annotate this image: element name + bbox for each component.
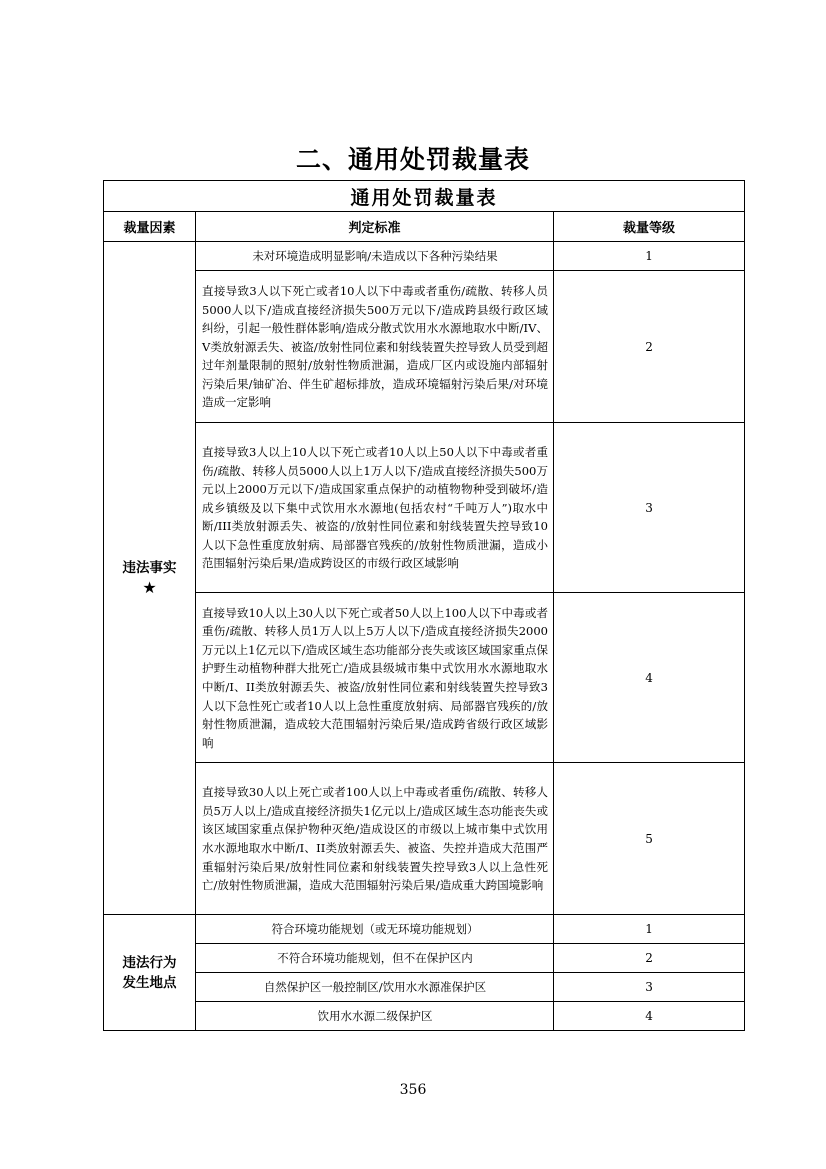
star-icon: ★ (142, 578, 157, 597)
criteria-cell: 直接导致3人以下死亡或者10人以下中毒或者重伤/疏散、转移人员5000人以下/造成直接经济损失500万元以下/造成跨县级行政区域纠纷，引起一般性群体影响/造成分散式饮用水水源地取水中断/IV、V类放射源丢失、被盗/放射性同位素和射线装置失控导致人员受到超过年剂量限制的照射/放射性物质泄漏，造成厂区内或设施内部辐射污染后果/铀矿冶、伴生矿超标排放，造成环境辐射污染后果/对环境造成一定影响 (196, 271, 554, 423)
factor-cell-violation-facts (104, 242, 196, 915)
table-header-row (104, 212, 745, 242)
table-row (104, 944, 745, 973)
level-cell: 1 (554, 915, 745, 944)
table-caption-row (104, 181, 745, 212)
header-criteria: 判定标准 (196, 212, 554, 242)
level-cell: 4 (554, 1002, 745, 1031)
table-row (104, 593, 745, 763)
level-cell: 3 (554, 973, 745, 1002)
table-caption: 通用处罚裁量表 (104, 181, 745, 212)
page-title: 二、通用处罚裁量表 (295, 145, 530, 174)
level-cell: 3 (554, 423, 745, 593)
table-row (104, 1002, 745, 1031)
criteria-cell: 未对环境造成明显影响/未造成以下各种污染结果 (196, 242, 554, 271)
factor-label: 违法事实 (122, 560, 177, 576)
header-level: 裁量等级 (554, 212, 745, 242)
factor-label: 违法行为发生地点 (122, 954, 177, 991)
table-row (104, 763, 745, 915)
table-row (104, 915, 745, 944)
penalty-table (103, 180, 745, 1031)
table-row (104, 242, 745, 271)
table-row (104, 973, 745, 1002)
criteria-cell: 直接导致30人以上死亡或者100人以上中毒或者重伤/疏散、转移人员5万人以上/造成直接经济损失1亿元以上/造成区域生态功能丧失或该区域国家重点保护物种灭绝/造成设区的市级以上城市集中式饮用水水源地取水中断/I、II类放射源丢失、被盗、失控并造成大范围严重辐射污染后果/放射性同位素和射线装置失控导致3人以上急性死亡/放射性物质泄漏，造成大范围辐射污染后果/造成重大跨国境影响 (196, 763, 554, 915)
level-cell: 5 (554, 763, 745, 915)
factor-cell-violation-location (104, 915, 196, 1031)
header-factor: 裁量因素 (104, 212, 196, 242)
level-cell: 4 (554, 593, 745, 763)
level-cell: 2 (554, 271, 745, 423)
criteria-cell: 不符合环境功能规划，但不在保护区内 (196, 944, 554, 973)
criteria-cell: 符合环境功能规划（或无环境功能规划） (196, 915, 554, 944)
criteria-cell: 自然保护区一般控制区/饮用水水源准保护区 (196, 973, 554, 1002)
page-number: 356 (399, 1082, 427, 1098)
table-row (104, 271, 745, 423)
table-row (104, 423, 745, 593)
level-cell: 2 (554, 944, 745, 973)
criteria-cell: 直接导致3人以上10人以下死亡或者10人以上50人以下中毒或者重伤/疏散、转移人员5000人以上1万人以下/造成直接经济损失500万元以上2000万元以下/造成国家重点保护的动植物物种受到破坏/造成乡镇级及以下集中式饮用水水源地(包括农村“千吨万人”)取水中断/III类放射源丢失、被盗的/放射性同位素和射线装置失控导致10人以下急性重度放射病、局部器官残疾的/放射性物质泄漏，造成小范围辐射污染后果/造成跨设区的市级行政区域影响 (196, 423, 554, 593)
criteria-cell: 饮用水水源二级保护区 (196, 1002, 554, 1031)
criteria-cell: 直接导致10人以上30人以下死亡或者50人以上100人以下中毒或者重伤/疏散、转移人员1万人以上5万人以下/造成直接经济损失2000万元以上1亿元以下/造成区域生态功能部分丧失或该区域国家重点保护野生动植物种群大批死亡/造成县级城市集中式饮用水水源地取水中断/I、II类放射源丢失、被盗/放射性同位素和射线装置失控导致3人以下急性死亡或者10人以上急性重度放射病、局部器官残疾的/放射性物质泄漏，造成较大范围辐射污染后果/造成跨省级行政区域影响 (196, 593, 554, 763)
level-cell: 1 (554, 242, 745, 271)
